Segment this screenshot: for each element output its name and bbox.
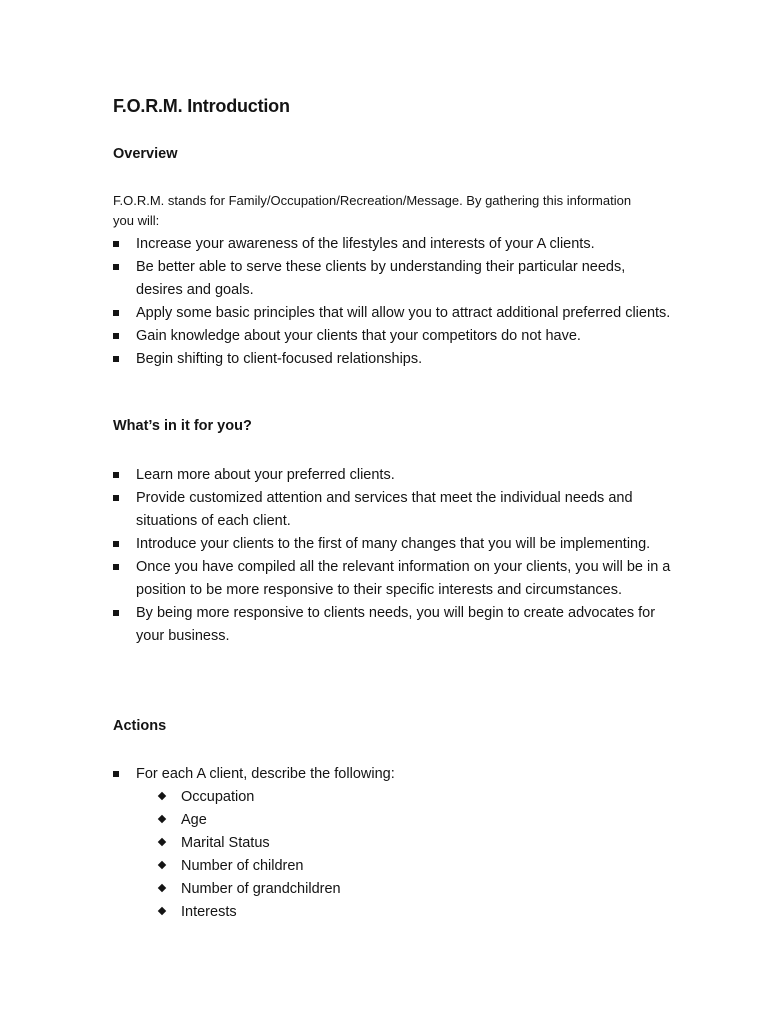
diamond-bullet-icon: [158, 815, 166, 823]
sub-list-item-text: Interests: [181, 904, 237, 920]
square-bullet-icon: [113, 541, 119, 547]
overview-heading: Overview: [113, 146, 178, 162]
list-item-text: Begin shifting to client-focused relationships.: [136, 351, 423, 367]
whats-in-it-list: [113, 464, 673, 648]
list-item: [113, 325, 673, 348]
sub-list-item: [158, 786, 673, 809]
sub-list-item: [158, 901, 673, 924]
list-item-text: Introduce your clients to the first of many changes that you will be implementing.: [136, 536, 651, 552]
diamond-bullet-icon: [158, 861, 166, 869]
list-item-text: Learn more about your preferred clients.: [136, 467, 395, 483]
square-bullet-icon: [113, 564, 119, 570]
square-bullet-icon: [113, 264, 119, 270]
sub-list-item: [158, 855, 673, 878]
document-title: F.O.R.M. Introduction: [113, 96, 290, 116]
square-bullet-icon: [113, 356, 119, 362]
diamond-bullet-icon: [158, 838, 166, 846]
sub-list-item-text: Age: [181, 812, 207, 828]
list-item: [113, 256, 673, 302]
sub-list-item-text: Number of grandchildren: [181, 881, 341, 897]
diamond-bullet-icon: [158, 884, 166, 892]
square-bullet-icon: [113, 472, 119, 478]
list-item-text: For each A client, describe the following:: [136, 766, 395, 782]
sub-list-item: [158, 878, 673, 901]
list-item-text: Once you have compiled all the relevant information on your clients, you will be in a position to be more responsive to their specific interests and circumstances.: [136, 559, 671, 598]
list-item: [113, 602, 673, 648]
list-item-text: Be better able to serve these clients by understanding their particular needs, desires and goals.: [136, 259, 626, 298]
list-item-text: By being more responsive to clients needs, you will begin to create advocates for your business.: [136, 605, 656, 644]
diamond-bullet-icon: [158, 907, 166, 915]
list-item: [113, 487, 673, 533]
list-item: [113, 233, 673, 256]
sub-list-item-text: Occupation: [181, 789, 255, 805]
square-bullet-icon: [113, 241, 119, 247]
sub-list-item: [158, 809, 673, 832]
list-item-text: Increase your awareness of the lifestyles and interests of your A clients.: [136, 236, 595, 252]
actions-heading: Actions: [113, 718, 167, 734]
actions-list: [113, 763, 673, 924]
list-item-text: Gain knowledge about your clients that your competitors do not have.: [136, 328, 581, 344]
square-bullet-icon: [113, 310, 119, 316]
sub-list-item-text: Marital Status: [181, 835, 270, 851]
list-item: [113, 533, 673, 556]
list-item-text: Provide customized attention and services that meet the individual needs and situations of each client.: [136, 490, 633, 529]
square-bullet-icon: [113, 333, 119, 339]
list-item: [113, 348, 673, 371]
whats-in-it-heading: What’s in it for you?: [113, 418, 252, 434]
list-item: [113, 556, 673, 602]
sub-list-item: [158, 832, 673, 855]
square-bullet-icon: [113, 610, 119, 616]
overview-intro: F.O.R.M. stands for Family/Occupation/Recreation/Message. By gathering this information you will:: [113, 193, 632, 228]
overview-list: [113, 233, 673, 371]
diamond-bullet-icon: [158, 792, 166, 800]
list-item: [113, 763, 673, 924]
list-item: [113, 464, 673, 487]
sub-list-item-text: Number of children: [181, 858, 304, 874]
square-bullet-icon: [113, 771, 119, 777]
square-bullet-icon: [113, 495, 119, 501]
actions-sub-list: [136, 786, 673, 924]
list-item-text: Apply some basic principles that will allow you to attract additional preferred clients.: [136, 305, 671, 321]
list-item: [113, 302, 673, 325]
